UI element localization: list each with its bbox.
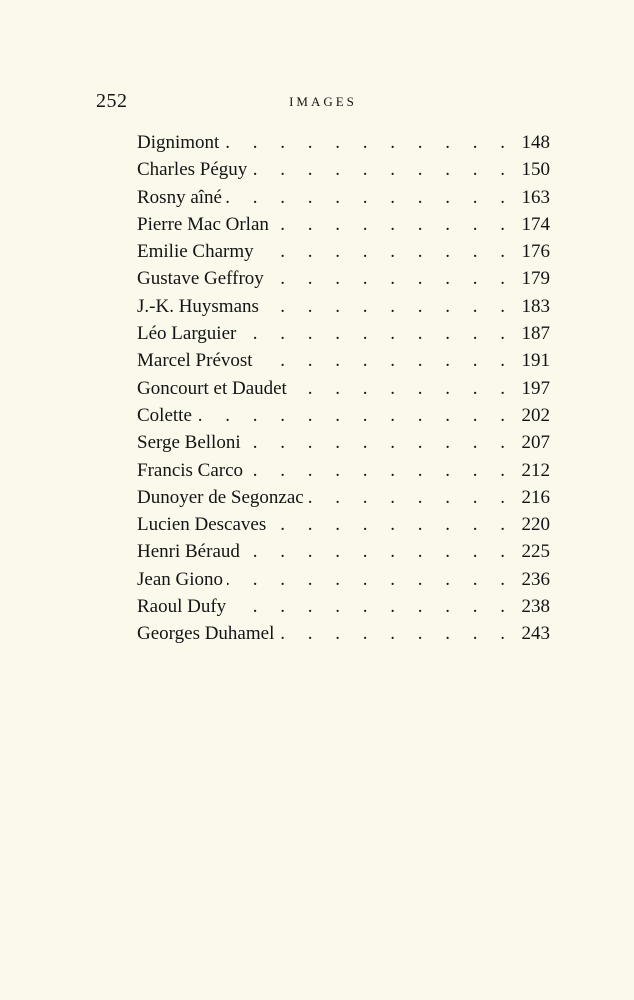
- toc-entry: [137, 457, 550, 484]
- toc-entry-name: Pierre Mac Orlan: [137, 213, 269, 235]
- toc-entry-name: Georges Duhamel: [137, 623, 275, 645]
- toc-entry-name: Francis Carco: [137, 459, 244, 481]
- toc-entry: [137, 620, 550, 647]
- dot-leader: [257, 347, 514, 374]
- toc-entry: [137, 347, 550, 374]
- toc-entry-name: Gustave Geffroy: [137, 268, 264, 290]
- toc-entry-page: 183: [521, 295, 550, 317]
- toc-entry-page: 202: [521, 404, 550, 426]
- dot-leader: [227, 566, 514, 593]
- toc-entry: [137, 511, 550, 538]
- toc-entry: [137, 211, 550, 238]
- dot-leader: [258, 238, 514, 265]
- toc-entry-page: 163: [521, 186, 550, 208]
- table-of-contents: [137, 129, 550, 648]
- toc-entry: [137, 265, 550, 292]
- toc-entry-page: 243: [521, 623, 550, 645]
- toc-entry: [137, 375, 550, 402]
- toc-entry-page: 187: [521, 323, 550, 345]
- toc-entry-page: 236: [521, 568, 550, 590]
- toc-entry: [137, 538, 550, 565]
- toc-entry-name: Emilie Charmy: [137, 241, 254, 263]
- dot-leader: [247, 457, 514, 484]
- toc-entry-page: 174: [521, 213, 550, 235]
- toc-entry-name: Henri Béraud: [137, 541, 240, 563]
- toc-entry-name: Charles Péguy: [137, 159, 248, 181]
- toc-entry: [137, 593, 550, 620]
- running-title: IMAGES: [289, 94, 357, 109]
- dot-leader: [308, 484, 514, 511]
- toc-entry-name: Colette: [137, 404, 192, 426]
- toc-entry: [137, 184, 550, 211]
- toc-entry-name: J.-K. Huysmans: [137, 295, 259, 317]
- toc-entry-page: 148: [521, 132, 550, 153]
- toc-entry-page: 216: [521, 486, 550, 508]
- toc-entry: [137, 320, 550, 347]
- dot-leader: [270, 511, 514, 538]
- toc-entry-name: Jean Giono: [137, 568, 224, 590]
- toc-entry-page: 150: [521, 159, 550, 181]
- dot-leader: [230, 593, 514, 620]
- toc-entry-name: Rosny aîné: [137, 186, 222, 208]
- dot-leader: [196, 402, 514, 429]
- dot-leader: [268, 265, 514, 292]
- toc-entry: [137, 566, 550, 593]
- dot-leader: [278, 620, 514, 647]
- toc-entry: [137, 156, 550, 183]
- toc-entry: [137, 129, 550, 156]
- toc-entry-page: 176: [521, 241, 550, 263]
- toc-entry-name: Dignimont: [137, 132, 220, 153]
- toc-entry-page: 212: [521, 459, 550, 481]
- toc-entry: [137, 429, 550, 456]
- dot-leader: [245, 429, 514, 456]
- page-number: 252: [96, 90, 128, 112]
- toc-entry-page: 207: [521, 432, 550, 454]
- toc-entry-name: Léo Larguier: [137, 323, 237, 345]
- toc-entry: [137, 293, 550, 320]
- toc-entry: [137, 238, 550, 265]
- toc-entry-page: 238: [521, 596, 550, 618]
- dot-leader: [240, 320, 514, 347]
- dot-leader: [244, 538, 514, 565]
- toc-entry-page: 191: [521, 350, 550, 372]
- toc-entry: [137, 484, 550, 511]
- toc-entry-name: Marcel Prévost: [137, 350, 253, 372]
- dot-leader: [251, 156, 514, 183]
- toc-entry: [137, 402, 550, 429]
- dot-leader: [263, 293, 514, 320]
- toc-entry-page: 225: [521, 541, 550, 563]
- dot-leader: [291, 375, 514, 402]
- running-header: [96, 90, 550, 118]
- toc-entry-page: 220: [521, 514, 550, 536]
- dot-leader: [273, 211, 514, 238]
- toc-entry-name: Raoul Dufy: [137, 596, 227, 618]
- toc-entry-page: 197: [521, 377, 550, 399]
- toc-entry-name: Dunoyer de Segonzac: [137, 486, 304, 508]
- dot-leader: [223, 129, 514, 156]
- toc-entry-name: Goncourt et Daudet: [137, 377, 287, 399]
- dot-leader: [226, 184, 514, 211]
- toc-entry-name: Serge Belloni: [137, 432, 241, 454]
- toc-entry-page: 179: [521, 268, 550, 290]
- toc-entry-name: Lucien Descaves: [137, 514, 267, 536]
